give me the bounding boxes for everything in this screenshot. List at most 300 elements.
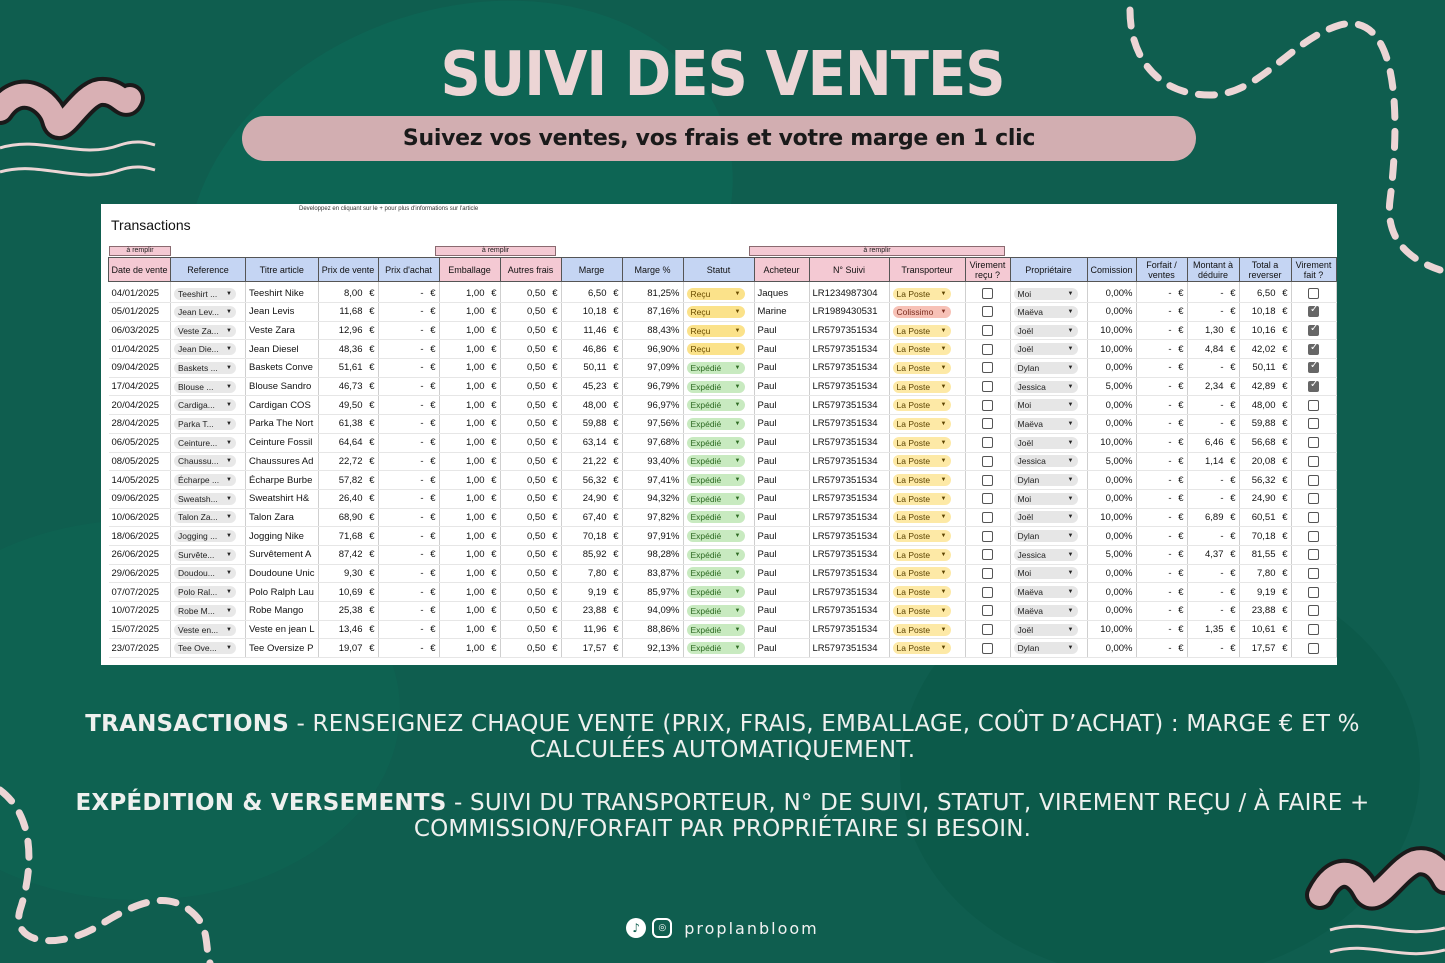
chevron-down-icon[interactable]: ▼ <box>940 364 947 371</box>
table-cell[interactable]: LR5797351534 <box>809 471 889 490</box>
currency-cell[interactable] <box>1136 359 1187 378</box>
table-cell[interactable]: 96,97% <box>622 396 683 415</box>
transfer-done-checkbox[interactable] <box>1291 321 1336 340</box>
currency-cell[interactable] <box>561 359 622 378</box>
currency-cell[interactable] <box>500 620 561 639</box>
chevron-down-icon[interactable]: ▼ <box>1067 626 1074 633</box>
currency-cell[interactable] <box>1239 471 1291 490</box>
currency-cell[interactable] <box>500 377 561 396</box>
currency-cell[interactable] <box>1136 396 1187 415</box>
currency-cell[interactable] <box>318 639 378 658</box>
currency-cell[interactable] <box>500 471 561 490</box>
table-cell[interactable]: 10,00% <box>1087 433 1136 452</box>
chevron-down-icon[interactable]: ▼ <box>1067 645 1074 652</box>
table-cell[interactable]: Paul <box>754 321 809 340</box>
currency-cell[interactable] <box>318 452 378 471</box>
checkbox[interactable] <box>982 587 993 598</box>
currency-cell[interactable] <box>561 545 622 564</box>
currency-cell[interactable] <box>318 508 378 527</box>
transfer-received-checkbox[interactable] <box>965 527 1010 546</box>
chevron-down-icon[interactable]: ▼ <box>940 458 947 465</box>
currency-cell[interactable] <box>318 489 378 508</box>
currency-cell[interactable] <box>1239 321 1291 340</box>
currency-cell[interactable] <box>1187 321 1239 340</box>
table-cell[interactable]: LR5797351534 <box>809 508 889 527</box>
table-row[interactable] <box>109 377 1337 396</box>
checkbox[interactable] <box>1308 344 1319 355</box>
chevron-down-icon[interactable]: ▼ <box>734 420 741 427</box>
transfer-received-checkbox[interactable] <box>965 602 1010 621</box>
currency-cell[interactable] <box>561 377 622 396</box>
currency-cell[interactable] <box>1187 303 1239 322</box>
reference-dropdown[interactable] <box>171 564 246 583</box>
transfer-received-checkbox[interactable] <box>965 377 1010 396</box>
reference-dropdown[interactable] <box>171 545 246 564</box>
checkbox[interactable] <box>982 549 993 560</box>
table-cell[interactable]: Blouse Sandro <box>246 377 319 396</box>
currency-cell[interactable] <box>561 321 622 340</box>
chevron-down-icon[interactable]: ▼ <box>1067 402 1074 409</box>
currency-cell[interactable] <box>378 564 439 583</box>
table-cell[interactable]: Baskets Conve <box>246 359 319 378</box>
table-cell[interactable]: Ceinture Fossil <box>246 433 319 452</box>
transfer-received-checkbox[interactable] <box>965 359 1010 378</box>
table-cell[interactable]: Cardigan COS <box>246 396 319 415</box>
currency-cell[interactable] <box>1239 415 1291 434</box>
chevron-down-icon[interactable]: ▼ <box>1067 383 1074 390</box>
currency-cell[interactable] <box>1187 433 1239 452</box>
table-cell[interactable]: 88,86% <box>622 620 683 639</box>
currency-cell[interactable] <box>1136 583 1187 602</box>
currency-cell[interactable] <box>318 527 378 546</box>
currency-cell[interactable] <box>1136 489 1187 508</box>
chevron-down-icon[interactable]: ▼ <box>226 533 232 540</box>
currency-cell[interactable] <box>318 396 378 415</box>
chevron-down-icon[interactable]: ▼ <box>734 458 741 465</box>
currency-cell[interactable] <box>439 433 500 452</box>
currency-cell[interactable] <box>1239 340 1291 359</box>
table-cell[interactable]: 26/06/2025 <box>109 545 171 564</box>
owner-dropdown[interactable] <box>1010 452 1087 471</box>
chevron-down-icon[interactable]: ▼ <box>226 327 232 334</box>
table-cell[interactable]: 06/03/2025 <box>109 321 171 340</box>
table-cell[interactable]: 5,00% <box>1087 452 1136 471</box>
checkbox[interactable] <box>982 568 993 579</box>
currency-cell[interactable] <box>1187 452 1239 471</box>
chevron-down-icon[interactable]: ▼ <box>226 346 232 353</box>
currency-cell[interactable] <box>1136 340 1187 359</box>
chevron-down-icon[interactable]: ▼ <box>940 477 947 484</box>
chevron-down-icon[interactable]: ▼ <box>734 477 741 484</box>
currency-cell[interactable] <box>561 452 622 471</box>
table-cell[interactable]: Polo Ralph Lau <box>246 583 319 602</box>
carrier-dropdown[interactable] <box>889 377 965 396</box>
owner-dropdown[interactable] <box>1010 508 1087 527</box>
currency-cell[interactable] <box>500 396 561 415</box>
currency-cell[interactable] <box>1136 545 1187 564</box>
chevron-down-icon[interactable]: ▼ <box>226 290 232 297</box>
currency-cell[interactable] <box>439 303 500 322</box>
status-dropdown[interactable] <box>683 620 754 639</box>
table-cell[interactable]: Jogging Nike <box>246 527 319 546</box>
transfer-done-checkbox[interactable] <box>1291 471 1336 490</box>
currency-cell[interactable] <box>1136 303 1187 322</box>
carrier-dropdown[interactable] <box>889 396 965 415</box>
currency-cell[interactable] <box>1136 564 1187 583</box>
chevron-down-icon[interactable]: ▼ <box>940 346 947 353</box>
currency-cell[interactable] <box>439 321 500 340</box>
currency-cell[interactable] <box>1136 639 1187 658</box>
chevron-down-icon[interactable]: ▼ <box>226 645 232 652</box>
carrier-dropdown[interactable] <box>889 527 965 546</box>
table-cell[interactable]: LR5797351534 <box>809 545 889 564</box>
currency-cell[interactable] <box>500 321 561 340</box>
chevron-down-icon[interactable]: ▼ <box>226 551 232 558</box>
transfer-received-checkbox[interactable] <box>965 489 1010 508</box>
chevron-down-icon[interactable]: ▼ <box>226 607 232 614</box>
transfer-received-checkbox[interactable] <box>965 321 1010 340</box>
currency-cell[interactable] <box>318 321 378 340</box>
chevron-down-icon[interactable]: ▼ <box>226 439 232 446</box>
checkbox[interactable] <box>982 643 993 654</box>
transfer-done-checkbox[interactable] <box>1291 303 1336 322</box>
instagram-icon[interactable]: ◎ <box>652 918 672 938</box>
table-cell[interactable]: 97,91% <box>622 527 683 546</box>
checkbox[interactable] <box>1308 493 1319 504</box>
table-cell[interactable]: Paul <box>754 377 809 396</box>
currency-cell[interactable] <box>439 471 500 490</box>
table-cell[interactable]: Veste Zara <box>246 321 319 340</box>
chevron-down-icon[interactable]: ▼ <box>1067 346 1074 353</box>
currency-cell[interactable] <box>500 527 561 546</box>
table-cell[interactable]: Jaques <box>754 282 809 303</box>
chevron-down-icon[interactable]: ▼ <box>226 570 232 577</box>
table-cell[interactable]: Écharpe Burbe <box>246 471 319 490</box>
chevron-down-icon[interactable]: ▼ <box>734 570 741 577</box>
table-cell[interactable]: LR5797351534 <box>809 321 889 340</box>
checkbox[interactable] <box>982 418 993 429</box>
currency-cell[interactable] <box>1187 508 1239 527</box>
currency-cell[interactable] <box>1187 527 1239 546</box>
chevron-down-icon[interactable]: ▼ <box>940 589 947 596</box>
owner-dropdown[interactable] <box>1010 282 1087 303</box>
transfer-done-checkbox[interactable] <box>1291 508 1336 527</box>
reference-dropdown[interactable] <box>171 471 246 490</box>
table-cell[interactable]: 0,00% <box>1087 396 1136 415</box>
status-dropdown[interactable] <box>683 359 754 378</box>
table-cell[interactable]: Jean Diesel <box>246 340 319 359</box>
currency-cell[interactable] <box>439 452 500 471</box>
currency-cell[interactable] <box>1239 303 1291 322</box>
table-cell[interactable]: Paul <box>754 433 809 452</box>
table-cell[interactable]: 98,28% <box>622 545 683 564</box>
reference-dropdown[interactable] <box>171 602 246 621</box>
owner-dropdown[interactable] <box>1010 359 1087 378</box>
table-cell[interactable]: 5,00% <box>1087 545 1136 564</box>
checkbox[interactable] <box>1308 418 1319 429</box>
table-row[interactable] <box>109 620 1337 639</box>
table-cell[interactable]: Paul <box>754 340 809 359</box>
chevron-down-icon[interactable]: ▼ <box>940 645 947 652</box>
currency-cell[interactable] <box>1187 359 1239 378</box>
table-cell[interactable]: 81,25% <box>622 282 683 303</box>
table-cell[interactable]: Veste en jean L <box>246 620 319 639</box>
currency-cell[interactable] <box>439 489 500 508</box>
carrier-dropdown[interactable] <box>889 583 965 602</box>
table-row[interactable] <box>109 359 1337 378</box>
transfer-received-checkbox[interactable] <box>965 471 1010 490</box>
currency-cell[interactable] <box>1187 471 1239 490</box>
table-cell[interactable]: 97,68% <box>622 433 683 452</box>
transfer-done-checkbox[interactable] <box>1291 396 1336 415</box>
chevron-down-icon[interactable]: ▼ <box>940 495 947 502</box>
currency-cell[interactable] <box>1239 583 1291 602</box>
currency-cell[interactable] <box>378 340 439 359</box>
chevron-down-icon[interactable]: ▼ <box>940 383 947 390</box>
currency-cell[interactable] <box>1136 415 1187 434</box>
currency-cell[interactable] <box>1136 452 1187 471</box>
table-cell[interactable]: 0,00% <box>1087 471 1136 490</box>
table-cell[interactable]: 15/07/2025 <box>109 620 171 639</box>
table-cell[interactable]: 0,00% <box>1087 564 1136 583</box>
table-cell[interactable]: 20/04/2025 <box>109 396 171 415</box>
checkbox[interactable] <box>1308 381 1319 392</box>
transfer-received-checkbox[interactable] <box>965 545 1010 564</box>
currency-cell[interactable] <box>1187 415 1239 434</box>
chevron-down-icon[interactable]: ▼ <box>1067 290 1074 297</box>
currency-cell[interactable] <box>378 433 439 452</box>
table-cell[interactable]: 0,00% <box>1087 359 1136 378</box>
checkbox[interactable] <box>1308 288 1319 299</box>
table-cell[interactable]: LR5797351534 <box>809 340 889 359</box>
checkbox[interactable] <box>982 306 993 317</box>
currency-cell[interactable] <box>378 545 439 564</box>
currency-cell[interactable] <box>318 282 378 303</box>
currency-cell[interactable] <box>561 620 622 639</box>
table-cell[interactable]: Tee Oversize P <box>246 639 319 658</box>
currency-cell[interactable] <box>439 396 500 415</box>
owner-dropdown[interactable] <box>1010 527 1087 546</box>
owner-dropdown[interactable] <box>1010 340 1087 359</box>
table-row[interactable] <box>109 433 1337 452</box>
chevron-down-icon[interactable]: ▼ <box>734 589 741 596</box>
table-cell[interactable]: Talon Zara <box>246 508 319 527</box>
currency-cell[interactable] <box>1239 359 1291 378</box>
checkbox[interactable] <box>1308 362 1319 373</box>
table-cell[interactable]: 0,00% <box>1087 583 1136 602</box>
chevron-down-icon[interactable]: ▼ <box>226 477 232 484</box>
table-cell[interactable]: Doudoune Unic <box>246 564 319 583</box>
table-row[interactable] <box>109 396 1337 415</box>
table-cell[interactable]: 10/06/2025 <box>109 508 171 527</box>
table-cell[interactable]: 14/05/2025 <box>109 471 171 490</box>
checkbox[interactable] <box>1308 624 1319 635</box>
currency-cell[interactable] <box>378 396 439 415</box>
carrier-dropdown[interactable] <box>889 452 965 471</box>
carrier-dropdown[interactable] <box>889 508 965 527</box>
currency-cell[interactable] <box>1187 489 1239 508</box>
chevron-down-icon[interactable]: ▼ <box>734 290 741 297</box>
table-cell[interactable]: 05/01/2025 <box>109 303 171 322</box>
status-dropdown[interactable] <box>683 545 754 564</box>
table-row[interactable] <box>109 564 1337 583</box>
table-row[interactable] <box>109 452 1337 471</box>
transfer-received-checkbox[interactable] <box>965 508 1010 527</box>
currency-cell[interactable] <box>500 415 561 434</box>
currency-cell[interactable] <box>561 489 622 508</box>
table-cell[interactable]: 97,09% <box>622 359 683 378</box>
table-cell[interactable]: LR1234987304 <box>809 282 889 303</box>
table-cell[interactable]: 09/04/2025 <box>109 359 171 378</box>
chevron-down-icon[interactable]: ▼ <box>1067 570 1074 577</box>
checkbox[interactable] <box>1308 568 1319 579</box>
table-cell[interactable]: Paul <box>754 564 809 583</box>
currency-cell[interactable] <box>500 583 561 602</box>
table-cell[interactable]: Jean Levis <box>246 303 319 322</box>
currency-cell[interactable] <box>1136 508 1187 527</box>
table-cell[interactable]: 0,00% <box>1087 602 1136 621</box>
currency-cell[interactable] <box>439 545 500 564</box>
currency-cell[interactable] <box>1187 396 1239 415</box>
currency-cell[interactable] <box>1239 508 1291 527</box>
table-cell[interactable]: LR5797351534 <box>809 433 889 452</box>
carrier-dropdown[interactable] <box>889 564 965 583</box>
table-cell[interactable]: Chaussures Ad <box>246 452 319 471</box>
table-cell[interactable]: Parka The Nort <box>246 415 319 434</box>
checkbox[interactable] <box>982 475 993 486</box>
table-cell[interactable]: Marine <box>754 303 809 322</box>
table-cell[interactable]: 17/04/2025 <box>109 377 171 396</box>
table-cell[interactable]: Paul <box>754 359 809 378</box>
chevron-down-icon[interactable]: ▼ <box>1067 477 1074 484</box>
table-cell[interactable]: 07/07/2025 <box>109 583 171 602</box>
tiktok-icon[interactable]: ♪ <box>626 918 646 938</box>
checkbox[interactable] <box>982 344 993 355</box>
table-cell[interactable]: LR5797351534 <box>809 489 889 508</box>
carrier-dropdown[interactable] <box>889 340 965 359</box>
currency-cell[interactable] <box>1187 620 1239 639</box>
checkbox[interactable] <box>1308 605 1319 616</box>
currency-cell[interactable] <box>561 303 622 322</box>
currency-cell[interactable] <box>378 489 439 508</box>
chevron-down-icon[interactable]: ▼ <box>1067 607 1074 614</box>
currency-cell[interactable] <box>378 508 439 527</box>
currency-cell[interactable] <box>1239 545 1291 564</box>
currency-cell[interactable] <box>439 527 500 546</box>
carrier-dropdown[interactable] <box>889 433 965 452</box>
table-cell[interactable]: 10,00% <box>1087 620 1136 639</box>
carrier-dropdown[interactable] <box>889 415 965 434</box>
owner-dropdown[interactable] <box>1010 639 1087 658</box>
table-cell[interactable]: LR5797351534 <box>809 415 889 434</box>
transfer-received-checkbox[interactable] <box>965 639 1010 658</box>
currency-cell[interactable] <box>439 564 500 583</box>
chevron-down-icon[interactable]: ▼ <box>940 626 947 633</box>
currency-cell[interactable] <box>1136 602 1187 621</box>
currency-cell[interactable] <box>561 602 622 621</box>
table-cell[interactable]: 01/04/2025 <box>109 340 171 359</box>
table-cell[interactable]: 88,43% <box>622 321 683 340</box>
checkbox[interactable] <box>982 325 993 336</box>
transfer-received-checkbox[interactable] <box>965 415 1010 434</box>
carrier-dropdown[interactable] <box>889 489 965 508</box>
currency-cell[interactable] <box>561 415 622 434</box>
currency-cell[interactable] <box>561 508 622 527</box>
table-cell[interactable]: Paul <box>754 620 809 639</box>
checkbox[interactable] <box>982 437 993 448</box>
chevron-down-icon[interactable]: ▼ <box>940 570 947 577</box>
chevron-down-icon[interactable]: ▼ <box>226 626 232 633</box>
table-cell[interactable]: 0,00% <box>1087 282 1136 303</box>
currency-cell[interactable] <box>1136 433 1187 452</box>
reference-dropdown[interactable] <box>171 489 246 508</box>
currency-cell[interactable] <box>561 564 622 583</box>
chevron-down-icon[interactable]: ▼ <box>734 551 741 558</box>
table-cell[interactable]: 08/05/2025 <box>109 452 171 471</box>
chevron-down-icon[interactable]: ▼ <box>940 439 947 446</box>
chevron-down-icon[interactable]: ▼ <box>734 514 741 521</box>
table-cell[interactable]: Paul <box>754 602 809 621</box>
currency-cell[interactable] <box>1239 396 1291 415</box>
currency-cell[interactable] <box>561 433 622 452</box>
checkbox[interactable] <box>982 288 993 299</box>
status-dropdown[interactable] <box>683 452 754 471</box>
chevron-down-icon[interactable]: ▼ <box>940 551 947 558</box>
chevron-down-icon[interactable]: ▼ <box>940 420 947 427</box>
table-cell[interactable]: Paul <box>754 452 809 471</box>
currency-cell[interactable] <box>500 340 561 359</box>
table-cell[interactable]: 18/06/2025 <box>109 527 171 546</box>
owner-dropdown[interactable] <box>1010 377 1087 396</box>
table-cell[interactable]: 97,41% <box>622 471 683 490</box>
table-cell[interactable]: LR5797351534 <box>809 527 889 546</box>
chevron-down-icon[interactable]: ▼ <box>734 607 741 614</box>
reference-dropdown[interactable] <box>171 583 246 602</box>
transfer-received-checkbox[interactable] <box>965 452 1010 471</box>
currency-cell[interactable] <box>1239 639 1291 658</box>
currency-cell[interactable] <box>1136 377 1187 396</box>
table-cell[interactable]: 96,90% <box>622 340 683 359</box>
table-cell[interactable]: LR5797351534 <box>809 639 889 658</box>
table-cell[interactable]: 04/01/2025 <box>109 282 171 303</box>
owner-dropdown[interactable] <box>1010 564 1087 583</box>
table-cell[interactable]: 10/07/2025 <box>109 602 171 621</box>
currency-cell[interactable] <box>439 359 500 378</box>
currency-cell[interactable] <box>318 545 378 564</box>
currency-cell[interactable] <box>500 303 561 322</box>
currency-cell[interactable] <box>561 396 622 415</box>
table-cell[interactable]: Paul <box>754 396 809 415</box>
reference-dropdown[interactable] <box>171 452 246 471</box>
currency-cell[interactable] <box>378 639 439 658</box>
table-cell[interactable]: 83,87% <box>622 564 683 583</box>
checkbox[interactable] <box>982 624 993 635</box>
chevron-down-icon[interactable]: ▼ <box>226 420 232 427</box>
currency-cell[interactable] <box>378 282 439 303</box>
currency-cell[interactable] <box>1136 321 1187 340</box>
transfer-done-checkbox[interactable] <box>1291 340 1336 359</box>
checkbox[interactable] <box>1308 400 1319 411</box>
chevron-down-icon[interactable]: ▼ <box>734 327 741 334</box>
currency-cell[interactable] <box>1187 545 1239 564</box>
currency-cell[interactable] <box>439 583 500 602</box>
chevron-down-icon[interactable]: ▼ <box>940 607 947 614</box>
table-row[interactable] <box>109 415 1337 434</box>
checkbox[interactable] <box>1308 475 1319 486</box>
reference-dropdown[interactable] <box>171 508 246 527</box>
currency-cell[interactable] <box>1136 471 1187 490</box>
table-cell[interactable]: Paul <box>754 471 809 490</box>
